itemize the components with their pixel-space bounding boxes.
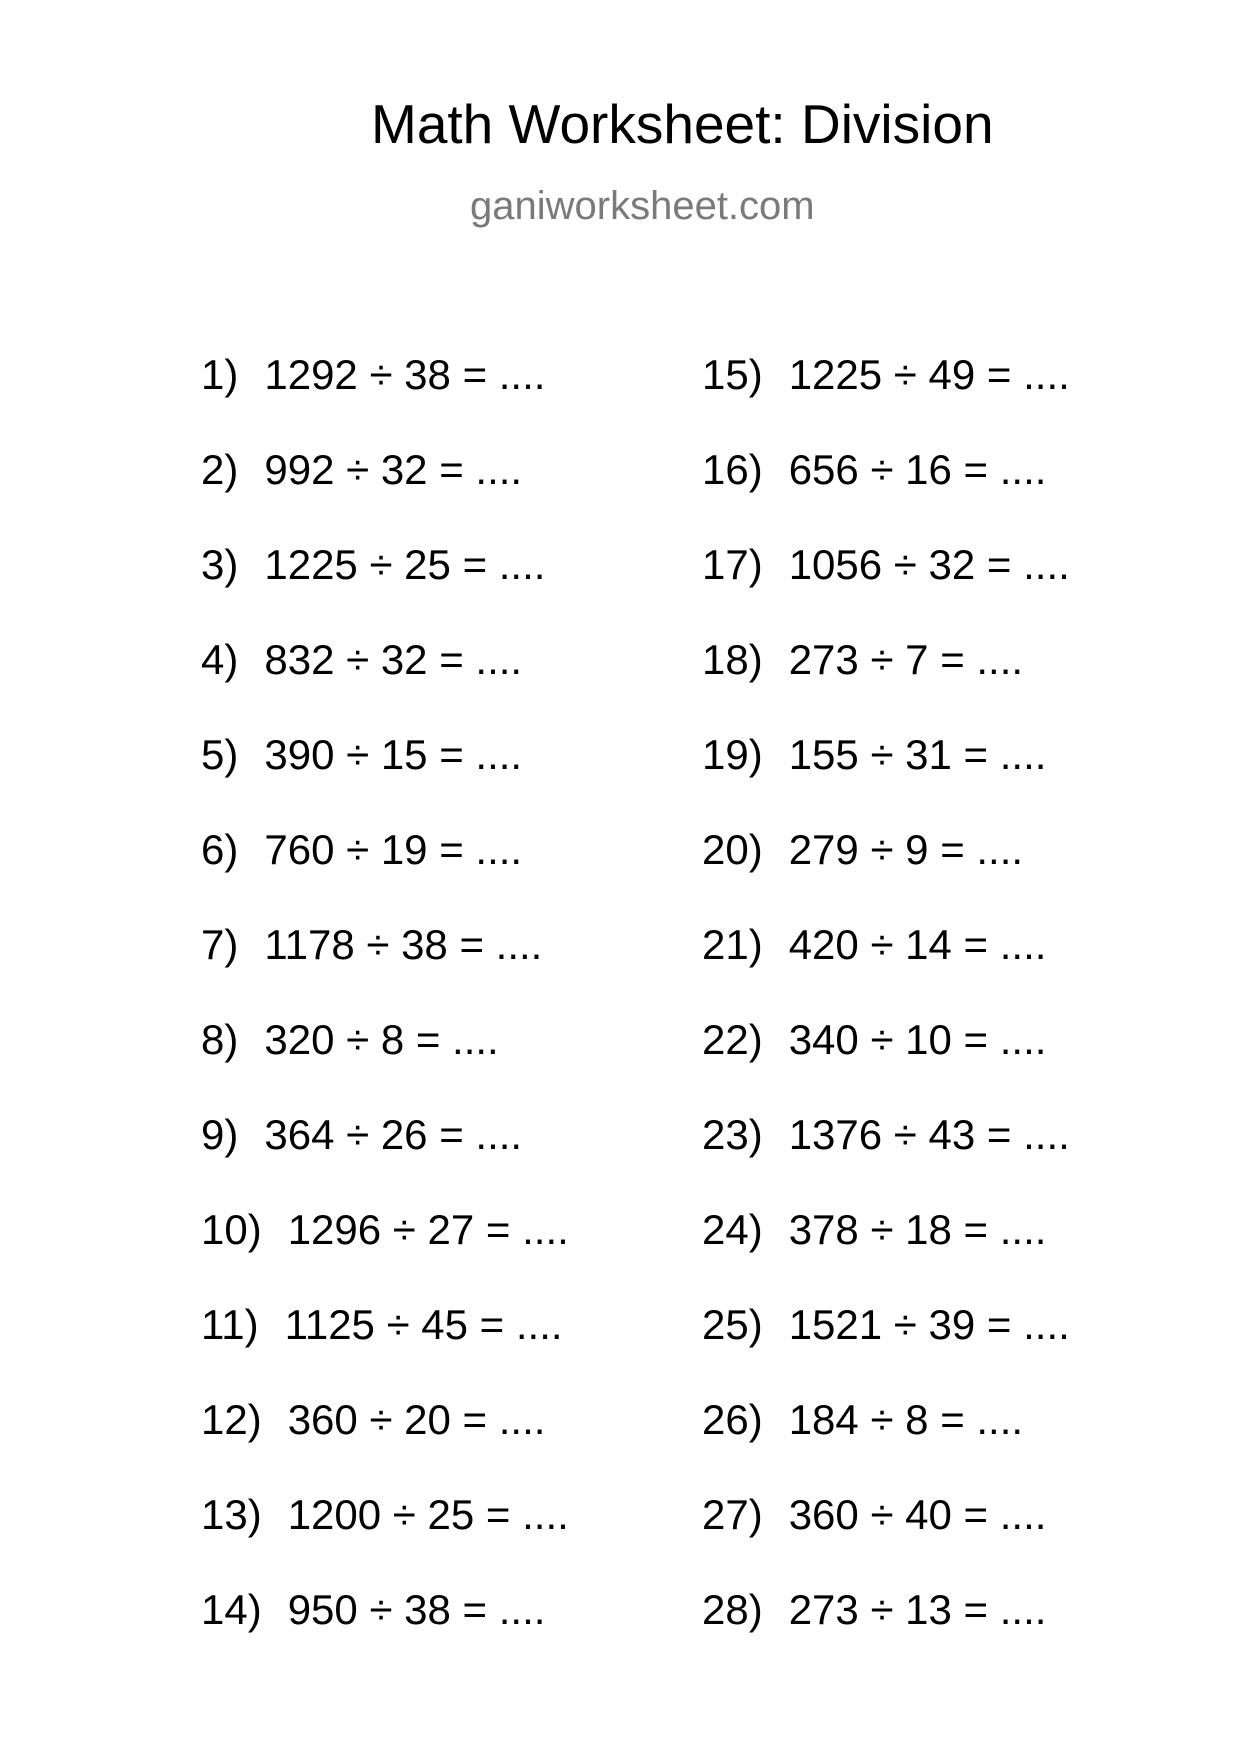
problem-item xyxy=(201,730,522,780)
problem-expression: 364 ÷ 26 = .... xyxy=(264,1111,523,1158)
problem-number: 1) xyxy=(201,351,239,398)
problem-expression: 1225 ÷ 25 = .... xyxy=(264,541,546,588)
problem-expression: 1296 ÷ 27 = .... xyxy=(287,1206,569,1253)
problem-item xyxy=(702,1110,1070,1160)
problem-expression: 320 ÷ 8 = .... xyxy=(264,1016,499,1063)
problem-item xyxy=(201,1300,563,1350)
problem-expression: 360 ÷ 40 = .... xyxy=(788,1491,1047,1538)
problem-item xyxy=(201,1585,545,1635)
problem-item xyxy=(201,1395,545,1445)
problem-item xyxy=(702,1015,1046,1065)
problem-item xyxy=(201,1205,569,1255)
problem-number: 15) xyxy=(702,351,763,398)
problem-number: 20) xyxy=(702,826,763,873)
problem-number: 26) xyxy=(702,1396,763,1443)
problem-item xyxy=(702,445,1046,495)
problem-expression: 378 ÷ 18 = .... xyxy=(788,1206,1047,1253)
problem-item xyxy=(201,540,545,590)
problem-expression: 279 ÷ 9 = .... xyxy=(788,826,1024,873)
problem-expression: 832 ÷ 32 = .... xyxy=(264,636,523,683)
problem-expression: 273 ÷ 7 = .... xyxy=(788,636,1024,683)
problem-number: 6) xyxy=(201,826,239,873)
problem-item xyxy=(702,1300,1070,1350)
problem-expression: 390 ÷ 15 = .... xyxy=(264,731,523,778)
problem-expression: 1056 ÷ 32 = .... xyxy=(788,541,1070,588)
problem-number: 2) xyxy=(201,446,239,493)
site-url: ganiworksheet.com xyxy=(470,184,815,228)
problem-item xyxy=(201,445,522,495)
problem-number: 19) xyxy=(702,731,763,778)
problem-number: 25) xyxy=(702,1301,763,1348)
problem-expression: 420 ÷ 14 = .... xyxy=(788,921,1047,968)
problem-expression: 1292 ÷ 38 = .... xyxy=(264,351,546,398)
problem-item xyxy=(702,540,1070,590)
problem-number: 17) xyxy=(702,541,763,588)
problem-number: 18) xyxy=(702,636,763,683)
problem-number: 28) xyxy=(702,1586,763,1633)
problem-number: 24) xyxy=(702,1206,763,1253)
problem-expression: 1225 ÷ 49 = .... xyxy=(788,351,1070,398)
problem-item xyxy=(201,635,522,685)
problem-number: 13) xyxy=(201,1491,262,1538)
problem-item xyxy=(201,1110,522,1160)
problem-expression: 340 ÷ 10 = .... xyxy=(788,1016,1047,1063)
problem-item xyxy=(702,1490,1046,1540)
problem-number: 11) xyxy=(201,1301,259,1348)
problem-expression: 1178 ÷ 38 = .... xyxy=(264,921,543,968)
problem-number: 5) xyxy=(201,731,239,778)
problem-number: 8) xyxy=(201,1016,239,1063)
problem-item xyxy=(702,920,1046,970)
problem-expression: 1376 ÷ 43 = .... xyxy=(788,1111,1070,1158)
problem-item xyxy=(702,825,1023,875)
problem-expression: 656 ÷ 16 = .... xyxy=(788,446,1047,493)
page-title: Math Worksheet: Division xyxy=(371,93,994,155)
problem-number: 9) xyxy=(201,1111,239,1158)
problem-number: 27) xyxy=(702,1491,763,1538)
problem-item xyxy=(702,730,1046,780)
problem-number: 7) xyxy=(201,921,239,968)
problem-number: 21) xyxy=(702,921,763,968)
problem-item xyxy=(702,1205,1046,1255)
problem-expression: 1200 ÷ 25 = .... xyxy=(287,1491,569,1538)
problem-expression: 184 ÷ 8 = .... xyxy=(788,1396,1024,1443)
problem-expression: 1125 ÷ 45 = .... xyxy=(284,1301,563,1348)
problem-number: 4) xyxy=(201,636,239,683)
problem-item xyxy=(702,1395,1023,1445)
problem-expression: 1521 ÷ 39 = .... xyxy=(788,1301,1070,1348)
problem-expression: 950 ÷ 38 = .... xyxy=(287,1586,546,1633)
problem-number: 23) xyxy=(702,1111,763,1158)
problem-expression: 760 ÷ 19 = .... xyxy=(264,826,523,873)
problem-number: 22) xyxy=(702,1016,763,1063)
problem-number: 14) xyxy=(201,1586,262,1633)
problem-number: 12) xyxy=(201,1396,262,1443)
problem-expression: 992 ÷ 32 = .... xyxy=(264,446,523,493)
problem-item xyxy=(201,920,542,970)
problem-expression: 273 ÷ 13 = .... xyxy=(788,1586,1047,1633)
problem-number: 10) xyxy=(201,1206,262,1253)
problem-item xyxy=(702,350,1070,400)
problem-item xyxy=(201,1015,499,1065)
problem-item xyxy=(702,1585,1046,1635)
problem-number: 3) xyxy=(201,541,239,588)
problem-item xyxy=(201,1490,569,1540)
problem-item xyxy=(201,350,545,400)
problem-number: 16) xyxy=(702,446,763,493)
problem-item xyxy=(702,635,1023,685)
problem-expression: 155 ÷ 31 = .... xyxy=(788,731,1047,778)
problem-item xyxy=(201,825,522,875)
problem-expression: 360 ÷ 20 = .... xyxy=(287,1396,546,1443)
